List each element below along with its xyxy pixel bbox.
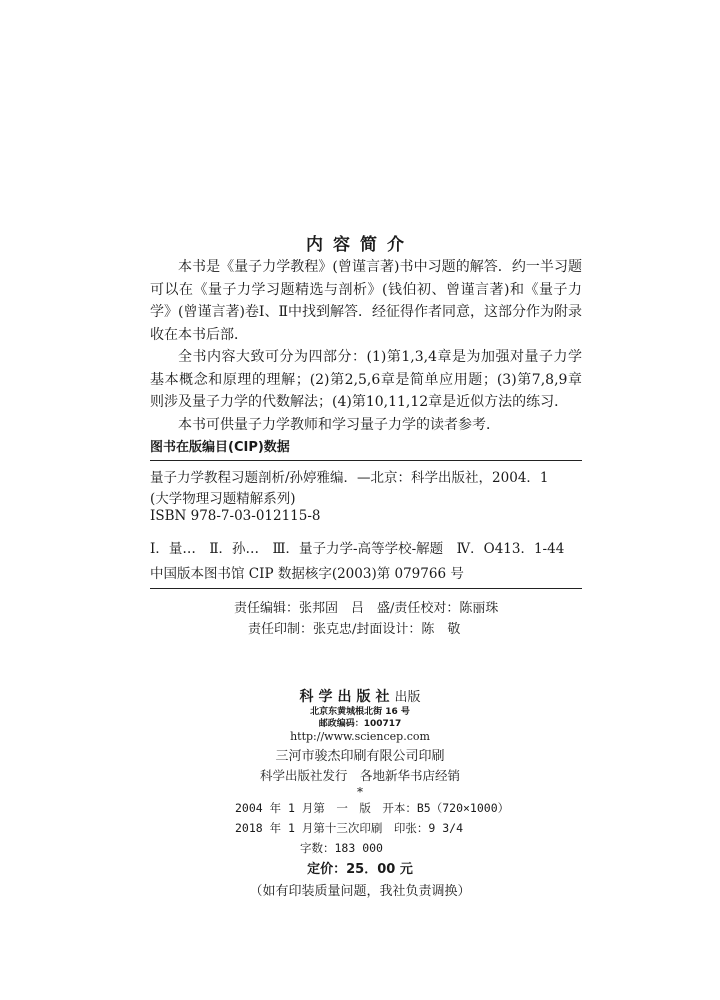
quality-notice: （如有印装质量问题，我社负责调换） <box>249 884 471 899</box>
cip-classification: Ⅰ．量… Ⅱ．孙… Ⅲ．量子力学-高等学校-解题 Ⅳ．O413．1-44 <box>150 541 565 557</box>
edition-line-2: 2018 年 1 月第十三次印刷 印张：9 3/4 <box>235 821 464 835</box>
price: 定价：25．00 元 <box>307 862 413 877</box>
cip-title: 图书在版编目(CIP)数据 <box>150 440 290 455</box>
cip-book-info: 量子力学教程习题剖析/孙婷雅编．—北京：科学出版社，2004．1 <box>150 470 549 486</box>
publisher-name-line <box>0 686 720 706</box>
intro-body <box>150 256 582 436</box>
cip-series: (大学物理习题精解系列) <box>150 491 296 507</box>
cip-isbn: ISBN 978-7-03-012115-8 <box>150 508 321 524</box>
publisher-block <box>0 686 720 744</box>
publisher-website: http://www.sciencep.com <box>290 730 430 743</box>
intro-title: 内容简介 <box>306 235 414 255</box>
distribution-line: 科学出版社发行 各地新华书店经销 <box>259 768 460 783</box>
printer-line: 三河市骏杰印刷有限公司印刷 <box>275 749 445 764</box>
publisher-name: 科学出版社 <box>299 689 395 705</box>
intro-paragraph-2: 全书内容大致可分为四部分：(1)第1,3,4章是为加强对量子力学基本概念和原理的理解；(2)第2,5,6章是简单应用题；(3)第7,8,9章则涉及量子力学的代数解法；(4)第10,11,12章是近似方法的练习． <box>150 349 582 410</box>
publisher-suffix: 出版 <box>394 690 421 705</box>
separator-star: * <box>357 785 363 799</box>
publisher-postcode: 邮政编码：100717 <box>318 719 402 729</box>
responsible-production: 责任印制：张克忠/封面设计：陈 敬 <box>248 622 461 637</box>
edition-line-1: 2004 年 1 月第 一 版 开本：B5（720×1000） <box>235 801 510 815</box>
intro-paragraph-3: 本书可供量子力学教师和学习量子力学的读者参考． <box>178 416 500 433</box>
publisher-address: 北京东黄城根北街 16 号 <box>310 707 410 717</box>
cip-number: 中国版本图书馆 CIP 数据核字(2003)第 079766 号 <box>150 566 464 582</box>
intro-paragraph-1: 本书是《量子力学教程》(曾谨言著)书中习题的解答．约一半习题可以在《量子力学习题精选与剖析》(钱伯初、曾谨言著)和《量子力学》(曾谨言著)卷Ⅰ、Ⅱ中找到解答．经征得作者同意，这部分作为附录收在本书后部． <box>150 259 582 343</box>
cip-top-rule <box>150 460 582 461</box>
word-count: 字数：183 000 <box>300 841 383 855</box>
responsible-editors: 责任编辑：张邦固 吕 盛/责任校对：陈丽珠 <box>234 601 499 616</box>
cip-bottom-rule <box>150 588 582 589</box>
